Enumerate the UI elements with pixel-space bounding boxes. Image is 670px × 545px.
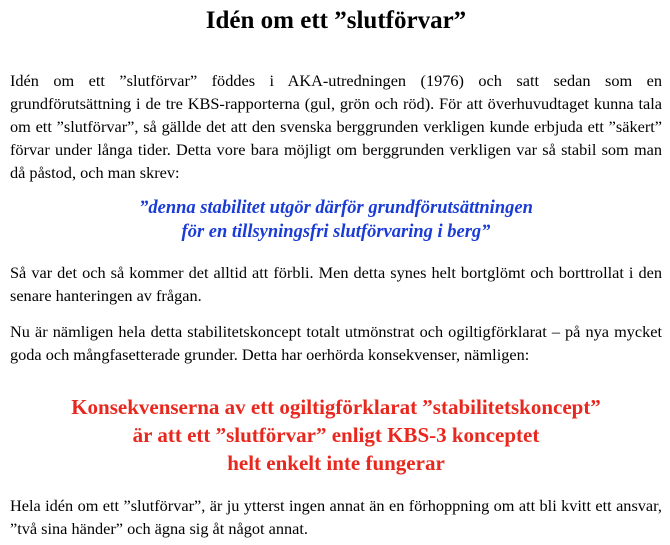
paragraph-closing: Hela idén om ett ”slutförvar”, är ju ytterst ingen annat än en förhoppning om att bli kvitt ett ansvar, ”två sina händer” och ägna sig åt något annat. <box>10 496 662 538</box>
page-title: Idén om ett ”slutförvar” <box>205 7 467 34</box>
paragraph-intro: Idén om ett ”slutförvar” föddes i AKA-utredningen (1976) och satt sedan som en grundförutsättning i de tre KBS-rapporterna (gul, grön och röd). För att överhuvudtaget kunna tala om ett ”slutförvar”, så gällde det att den svenska berggrunden verkligen kunde erbjuda ett ”säkert” förvar under långa tider. Detta vore bara möjligt om berggrunden verkligen var så stabil som man då påstod, och man skrev: <box>10 71 662 182</box>
quote-line-1: ”denna stabilitet utgör därför grundförutsättningen <box>139 198 533 218</box>
conclusion-block <box>10 393 662 477</box>
conclusion-line-3: helt enkelt inte fungerar <box>227 451 445 475</box>
conclusion-line-2: är att ett ”slutförvar” enligt KBS-3 konceptet <box>132 423 540 447</box>
conclusion-line-1: Konsekvenserna av ett ogiltigförklarat ”stabilitetskoncept” <box>71 395 601 419</box>
paragraph-forgotten: Så var det och så kommer det alltid att förbli. Men detta synes helt bortglömt och borttrollat i den senare hanteringen av frågan. <box>10 263 662 305</box>
paragraph-consequences: Nu är nämligen hela detta stabilitetskoncept totalt utmönstrat och ogiltigförklarat – på nya mycket goda och mångfasetterade grunder. Detta har oerhörda konsekvenser, nämligen: <box>10 322 662 364</box>
quote-block <box>10 196 662 244</box>
quote-line-2: för en tillsyningsfri slutförvaring i berg” <box>181 222 491 242</box>
